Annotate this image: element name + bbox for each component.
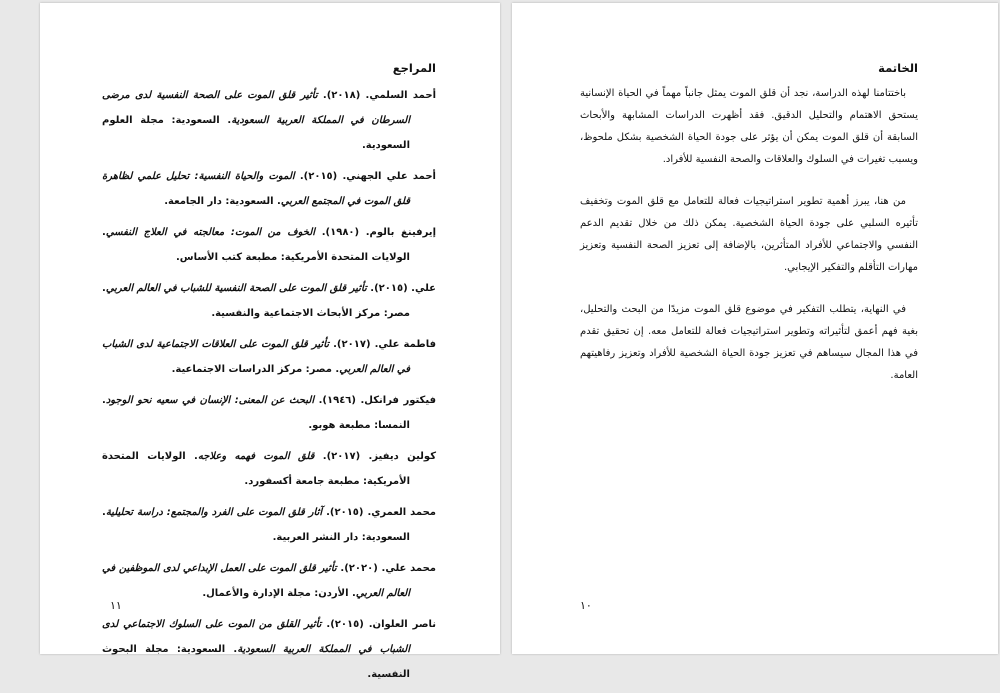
- reference-author-year: أحمد السلمي. (٢٠١٨).: [317, 90, 436, 101]
- reference-title: آثار قلق الموت على الفرد والمجتمع: دراسة تحليلية: [105, 507, 323, 518]
- reference-entry: [102, 164, 436, 214]
- reference-entry: [102, 612, 436, 687]
- conclusion-paragraph: باختتامنا لهذه الدراسة، نجد أن قلق الموت يمثل جانباً مهماً في الحياة الإنسانية يستحق الاهتمام والتحليل الدقيق. فقد أظهرت الدراسات المشابهة والأبحاث السابقة أن قلق الموت يمكن أن يؤثر على جودة الحياة الشخصية بشكل ملحوظ، ويسبب تغيرات في السلوك والعلاقات والصحة النفسية للأفراد.: [580, 88, 918, 165]
- page-number: ١١: [110, 599, 122, 612]
- reference-publisher: . الولايات المتحدة الأمريكية: مطبعة كتب الأساس.: [102, 227, 410, 263]
- reference-entry: [102, 276, 436, 326]
- reference-title: الخوف من الموت: معالجته في العلاج النفسي: [105, 227, 316, 238]
- reference-title: تأثير قلق الموت على الصحة النفسية لدى مرضى السرطان في المملكة العربية السعودية: [102, 90, 410, 126]
- page-references: [40, 3, 500, 680]
- reference-entry: [102, 388, 436, 438]
- reference-title: تأثير قلق الموت على العلاقات الاجتماعية لدى الشباب في العالم العربي: [102, 339, 410, 375]
- reference-entry: [102, 500, 436, 550]
- references-content: [102, 61, 436, 693]
- conclusion-content: [580, 61, 918, 407]
- reference-publisher: . النمسا: مطبعة هوبو.: [102, 395, 410, 431]
- reference-publisher: . السعودية: مجلة العلوم السعودية.: [102, 115, 410, 151]
- reference-title: الموت والحياة النفسية: تحليل علمي لظاهرة قلق الموت في المجتمع العربي: [102, 171, 410, 207]
- reference-author-year: فاطمة علي. (٢٠١٧).: [329, 339, 436, 350]
- page-number: ١٠: [580, 599, 592, 612]
- reference-title: البحث عن المعنى: الإنسان في سعيه نحو الوجود: [105, 395, 315, 406]
- reference-author-year: محمد علي. (٢٠٢٠).: [336, 563, 436, 574]
- page-conclusion: [512, 3, 998, 654]
- reference-author-year: محمد العمري. (٢٠١٥).: [322, 507, 436, 518]
- reference-entry: [102, 556, 436, 606]
- reference-publisher: . السعودية: مجلة البحوث النفسية.: [102, 644, 410, 680]
- reference-publisher: . السعودية: دار الجامعة.: [164, 196, 281, 207]
- reference-author-year: كولين ديفيز. (٢٠١٧).: [314, 451, 437, 462]
- reference-title: تأثير القلق من الموت على السلوك الاجتماعي لدى الشباب في المملكة العربية السعودية: [102, 619, 410, 655]
- reference-entry: [102, 332, 436, 382]
- reference-author-year: ناصر العلوان. (٢٠١٥).: [321, 619, 437, 630]
- reference-title: قلق الموت فهمه وعلاجه: [197, 451, 315, 462]
- conclusion-paragraph: في النهاية، يتطلب التفكير في موضوع قلق الموت مزيدًا من البحث والتحليل، بغية فهم أعمق لتأثيراته وتطوير استراتيجيات فعالة للتعامل معه. إن تحقيق تقدم في هذا المجال سيساهم في تعزيز جودة الحياة الشخصية للأفراد وتعزيز رفاهيتهم العامة.: [580, 304, 918, 381]
- reference-publisher: . مصر: مركز الأبحاث الاجتماعية والنفسية.: [102, 283, 410, 319]
- reference-entry: [102, 83, 436, 158]
- reference-entry: [102, 444, 436, 494]
- references-heading: المراجع: [392, 61, 436, 75]
- reference-author-year: علي. (٢٠١٥).: [366, 283, 436, 294]
- reference-author-year: فيكتور فرانكل. (١٩٤٦).: [314, 395, 436, 406]
- reference-list: [102, 83, 436, 687]
- reference-author-year: أحمد علي الجهني. (٢٠١٥).: [294, 171, 436, 182]
- reference-author-year: إيرفينغ بالوم. (١٩٨٠).: [315, 227, 436, 238]
- reference-publisher: . الأردن: مجلة الإدارة والأعمال.: [202, 588, 356, 599]
- reference-publisher: . الولايات المتحدة الأمريكية: مطبعة جامعة أكسفورد.: [102, 451, 410, 487]
- reference-publisher: . مصر: مركز الدراسات الاجتماعية.: [171, 364, 340, 375]
- conclusion-paragraph: من هنا، يبرز أهمية تطوير استراتيجيات فعالة للتعامل مع قلق الموت وتخفيف تأثيره السلبي على جودة الحياة الشخصية. يمكن ذلك من خلال تقديم الدعم النفسي والاجتماعي للأفراد المتأثرين، بالإضافة إلى تعزيز الصحة النفسية وتعزيز مهارات التأقلم والتفكير الإيجابي.: [580, 196, 918, 273]
- reference-publisher: . السعودية: دار النشر العربية.: [102, 507, 410, 543]
- reference-title: تأثير قلق الموت على العمل الإبداعي لدى الموظفين في العالم العربي: [102, 563, 410, 599]
- reference-title: تأثير قلق الموت على الصحة النفسية للشباب في العالم العربي: [105, 283, 367, 294]
- conclusion-heading: الخاتمة: [878, 61, 918, 75]
- reference-entry: [102, 220, 436, 270]
